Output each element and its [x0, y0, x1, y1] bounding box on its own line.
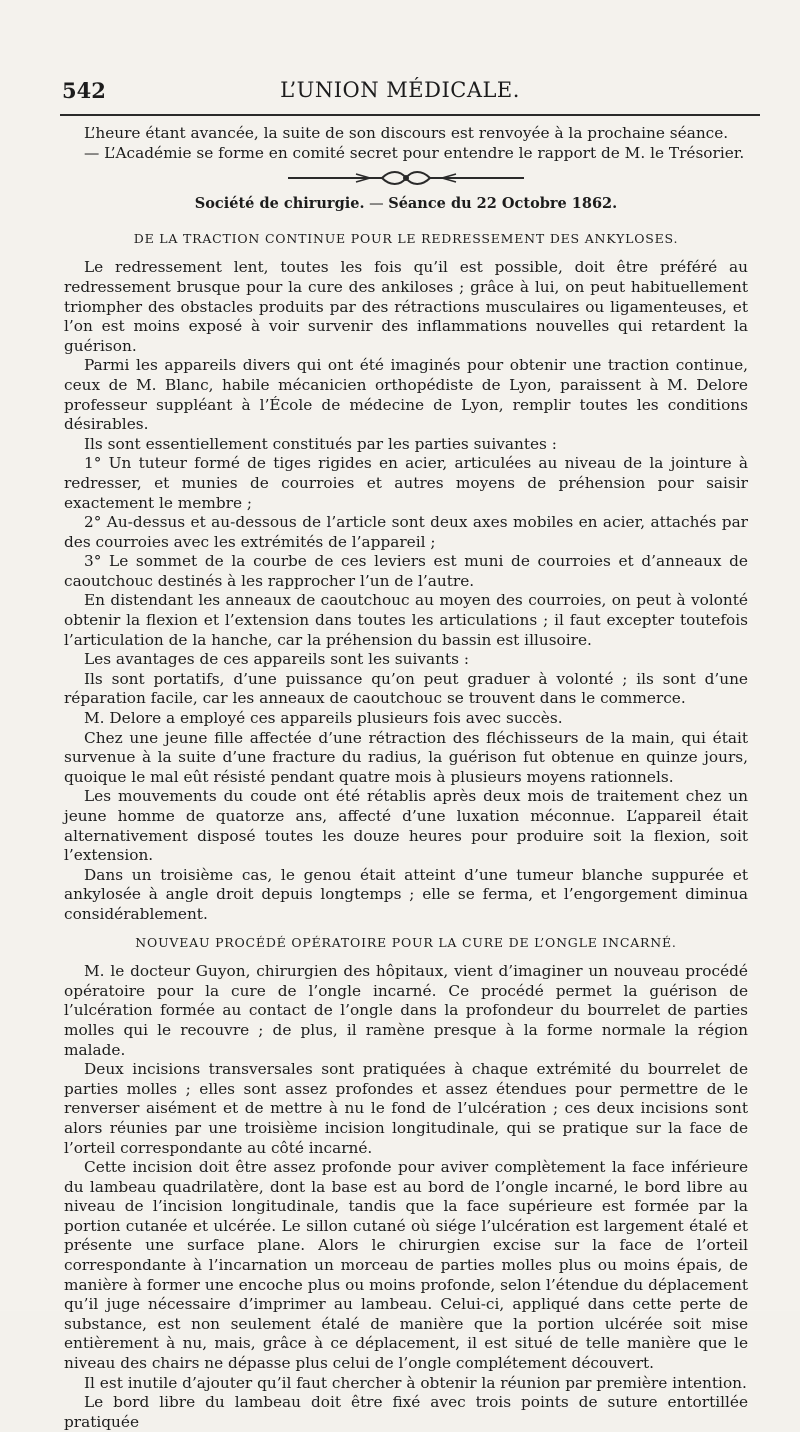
section-title-ankyloses: DE LA TRACTION CONTINUE POUR LE REDRESSEMENT DES ANKYLOSES. — [133, 230, 679, 246]
ornament-divider — [64, 168, 748, 190]
running-title: L’UNION MÉDICALE. — [280, 78, 520, 102]
s1-paragraph-7: En distendant les anneaux de caoutchouc au moyen des courroies, on peut à volonté obtenir la flexion et l’extension dans toutes les articulations ; il faut excepter toutefois l’articulation de la hanche, car la préhension du bassin est illusoire. — [64, 591, 748, 649]
s2-paragraph-4: Il est inutile d’ajouter qu’il faut chercher à obtenir la réunion par première intention. — [84, 1373, 747, 1392]
s1-paragraph-10: M. Delore a employé ces appareils plusieurs fois avec succès. — [84, 709, 563, 728]
s2-paragraph-3: Cette incision doit être assez profonde pour aviver complètement la face inférieure du lambeau quadrilatère, dont la base est au bord de l’ongle incarné, le bord libre au niveau de l’incision longitudinale, tandis que la face supérieure est formée par la portion cutanée et ulcérée. Le sillon cutané où siége l’ulcération est largement étalé et présente une surface plane. Alors le chirurgien excise sur la face de l’orteil correspondante à l’incarnation un morceau de parties molles plus ou moins épais, de manière à former une encoche plus ou moins profonde, selon l’étendue du déplacement qu’il juge nécessaire d’imprimer au lambeau. Celui-ci, appliqué dans cette perte de substance, est non seulement étalé de manière que la portion ulcérée soit mise entièrement à nu, mais, grâce à ce déplacement, il est situé de telle manière que le niveau des chairs ne dépasse plus celui de l’ongle complétement découvert. — [64, 1158, 748, 1373]
s1-paragraph-12: Les mouvements du coude ont été rétablis après deux mois de traitement chez un jeune homme de quatorze ans, affecté d’une luxation méconnue. L’appareil était alternativement disposé toutes les douze heures pour produire soit la flexion, soit l’extension. — [64, 787, 748, 865]
page-body — [64, 124, 748, 1432]
s1-paragraph-6: 3° Le sommet de la courbe de ces leviers est muni de courroies et d’anneaux de caoutchouc destinés à les rapprocher l’un de l’autre. — [64, 552, 748, 590]
session-date: Séance du 22 Octobre 1862. — [388, 195, 618, 213]
s2-paragraph-5: Le bord libre du lambeau doit être fixé avec trois points de suture entortillée pratiquée — [64, 1393, 748, 1431]
s1-paragraph-11: Chez une jeune fille affectée d’une rétraction des fléchisseurs de la main, qui était survenue à la suite d’une fracture du radius, la guérison fut obtenue en quinze jours, quoique le mal eût résisté pendant quatre mois à plusieurs moyens rationnels. — [64, 728, 748, 786]
s1-paragraph-4: 1° Un tuteur formé de tiges rigides en acier, articulées au niveau de la jointure à redresser, et munies de courroies et autres moyens de préhension pour saisir exactement le membre ; — [64, 454, 748, 512]
s1-paragraph-13: Dans un troisième cas, le genou était atteint d’une tumeur blanche suppurée et ankylosée à angle droit depuis longtemps ; elle se ferma, et l’engorgement diminua considérablement. — [64, 865, 748, 923]
s1-paragraph-3: Ils sont essentiellement constitués par les parties suivantes : — [84, 434, 557, 453]
society-dash: — — [364, 196, 389, 213]
page-header — [60, 78, 740, 108]
s2-paragraph-2: Deux incisions transversales sont pratiquées à chaque extrémité du bourrelet de parties molles ; elles sont assez profondes et assez étendues pour permettre de le renverser aisément et de mettre à nu le fond de l’ulcération ; ces deux incisions sont alors réunies par une troisième incision longitudinale, qui se pratique sur la face de l’orteil correspondante au côté incarné. — [64, 1060, 748, 1157]
s1-paragraph-8: Les avantages de ces appareils sont les suivants : — [84, 650, 470, 669]
s1-paragraph-2: Parmi les appareils divers qui ont été imaginés pour obtenir une traction continue, ceux de M. Blanc, habile mécanicien orthopédiste de Lyon, paraissent à M. Delore professeur suppléant à l’École de médecine de Lyon, remplir toutes les conditions désirables. — [64, 356, 748, 434]
society-heading — [64, 194, 748, 215]
s1-paragraph-5: 2° Au-dessus et au-dessous de l’article sont deux axes mobiles en acier, attachés par des courroies avec les extrémités de l’appareil ; — [64, 513, 748, 551]
header-rule — [60, 114, 760, 116]
page-number: 542 — [62, 78, 106, 103]
s2-paragraph-1: M. le docteur Guyon, chirurgien des hôpitaux, vient d’imaginer un nouveau procédé opératoire pour la cure de l’ongle incarné. Ce procédé permet la guérison de l’ulcération formée au contact de l’ongle dans la profondeur du bourrelet de parties molles qui le recouvre ; de plus, il ramène presque à la forme normale la région malade. — [64, 962, 748, 1059]
s1-paragraph-9: Ils sont portatifs, d’une puissance qu’on peut graduer à volonté ; ils sont d’une réparation facile, car les anneaux de caoutchouc se trouvent dans le commerce. — [64, 669, 748, 708]
ornament-flourish-icon — [286, 168, 526, 188]
section-title-ongle-incarne: NOUVEAU PROCÉDÉ OPÉRATOIRE POUR LA CURE DE L’ONGLE INCARNÉ. — [135, 934, 677, 950]
society-name: Société de chirurgie. — [194, 195, 365, 213]
intro-paragraph-2: — L’Académie se forme en comité secret pour entendre le rapport de M. le Trésorier. — [84, 143, 745, 162]
intro-paragraph-1: L’heure étant avancée, la suite de son discours est renvoyée à la prochaine séance. — [84, 124, 729, 142]
s1-paragraph-1: Le redressement lent, toutes les fois qu’il est possible, doit être préféré au redressement brusque pour la cure des ankiloses ; grâce à lui, on peut habituellement triompher des obstacles produits par des rétractions musculaires ou ligamenteuses, et l’on est moins exposé à voir survenir des inflammations nouvelles qui retardent la guérison. — [64, 258, 748, 355]
